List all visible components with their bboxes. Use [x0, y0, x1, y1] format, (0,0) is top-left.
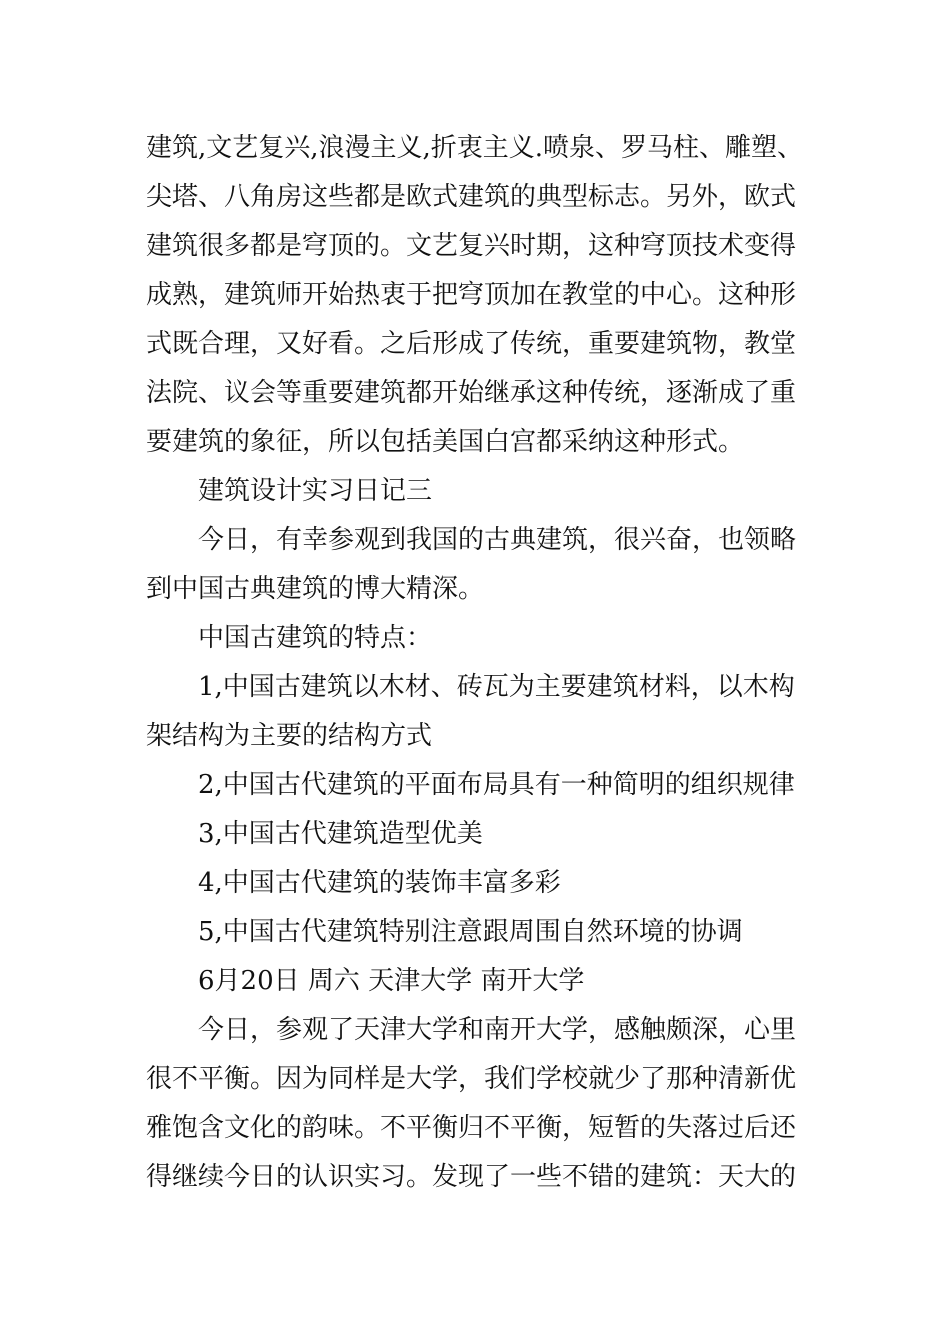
document-body [146, 124, 811, 1202]
paragraph [146, 614, 811, 663]
text-line: 4,中国古代建筑的装饰丰富多彩 [198, 868, 561, 898]
text-line: 5,中国古代建筑特别注意跟周围自然环境的协调 [198, 917, 743, 947]
text-line: 式既合理，又好看。之后形成了传统，重要建筑物，教堂 [146, 329, 797, 359]
paragraph [146, 663, 811, 761]
text-line: 成熟，建筑师开始热衷于把穹顶加在教堂的中心。这种形 [146, 280, 797, 310]
text-line: 今日，有幸参观到我国的古典建筑，很兴奋，也领略 [198, 525, 797, 555]
text-line: 要建筑的象征，所以包括美国白宫都采纳这种形式。 [146, 427, 745, 457]
text-line: 尖塔、八角房这些都是欧式建筑的典型标志。另外，欧式 [146, 182, 797, 212]
text-line: 建筑,文艺复兴,浪漫主义,折衷主义.喷泉、罗马柱、雕塑、 [146, 133, 804, 163]
text-line: 中国古建筑的特点： [198, 623, 433, 653]
text-line: 雅饱含文化的韵味。不平衡归不平衡，短暂的失落过后还 [146, 1113, 797, 1143]
paragraph [146, 957, 811, 1006]
paragraph [146, 124, 811, 467]
text-line: 到中国古典建筑的博大精深。 [146, 574, 485, 604]
paragraph [146, 810, 811, 859]
text-line: 很不平衡。因为同样是大学，我们学校就少了那种清新优 [146, 1064, 797, 1094]
text-line: 建筑设计实习日记三 [198, 476, 433, 506]
text-line: 6月20日 周六 天津大学 南开大学 [198, 966, 585, 996]
text-line: 1,中国古建筑以木材、砖瓦为主要建筑材料，以木构 [198, 672, 795, 702]
text-line: 建筑很多都是穹顶的。文艺复兴时期，这种穹顶技术变得 [146, 231, 797, 261]
paragraph [146, 761, 811, 810]
text-line: 得继续今日的认识实习。发现了一些不错的建筑：天大的 [146, 1162, 797, 1192]
paragraph [146, 908, 811, 957]
paragraph [146, 1006, 811, 1202]
paragraph [146, 859, 811, 908]
text-line: 3,中国古代建筑造型优美 [198, 819, 483, 849]
paragraph [146, 467, 811, 516]
text-line: 2,中国古代建筑的平面布局具有一种简明的组织规律 [198, 770, 795, 800]
text-line: 架结构为主要的结构方式 [146, 721, 433, 751]
paragraph [146, 516, 811, 614]
text-line: 法院、议会等重要建筑都开始继承这种传统，逐渐成了重 [146, 378, 797, 408]
text-line: 今日，参观了天津大学和南开大学，感触颇深，心里 [198, 1015, 797, 1045]
